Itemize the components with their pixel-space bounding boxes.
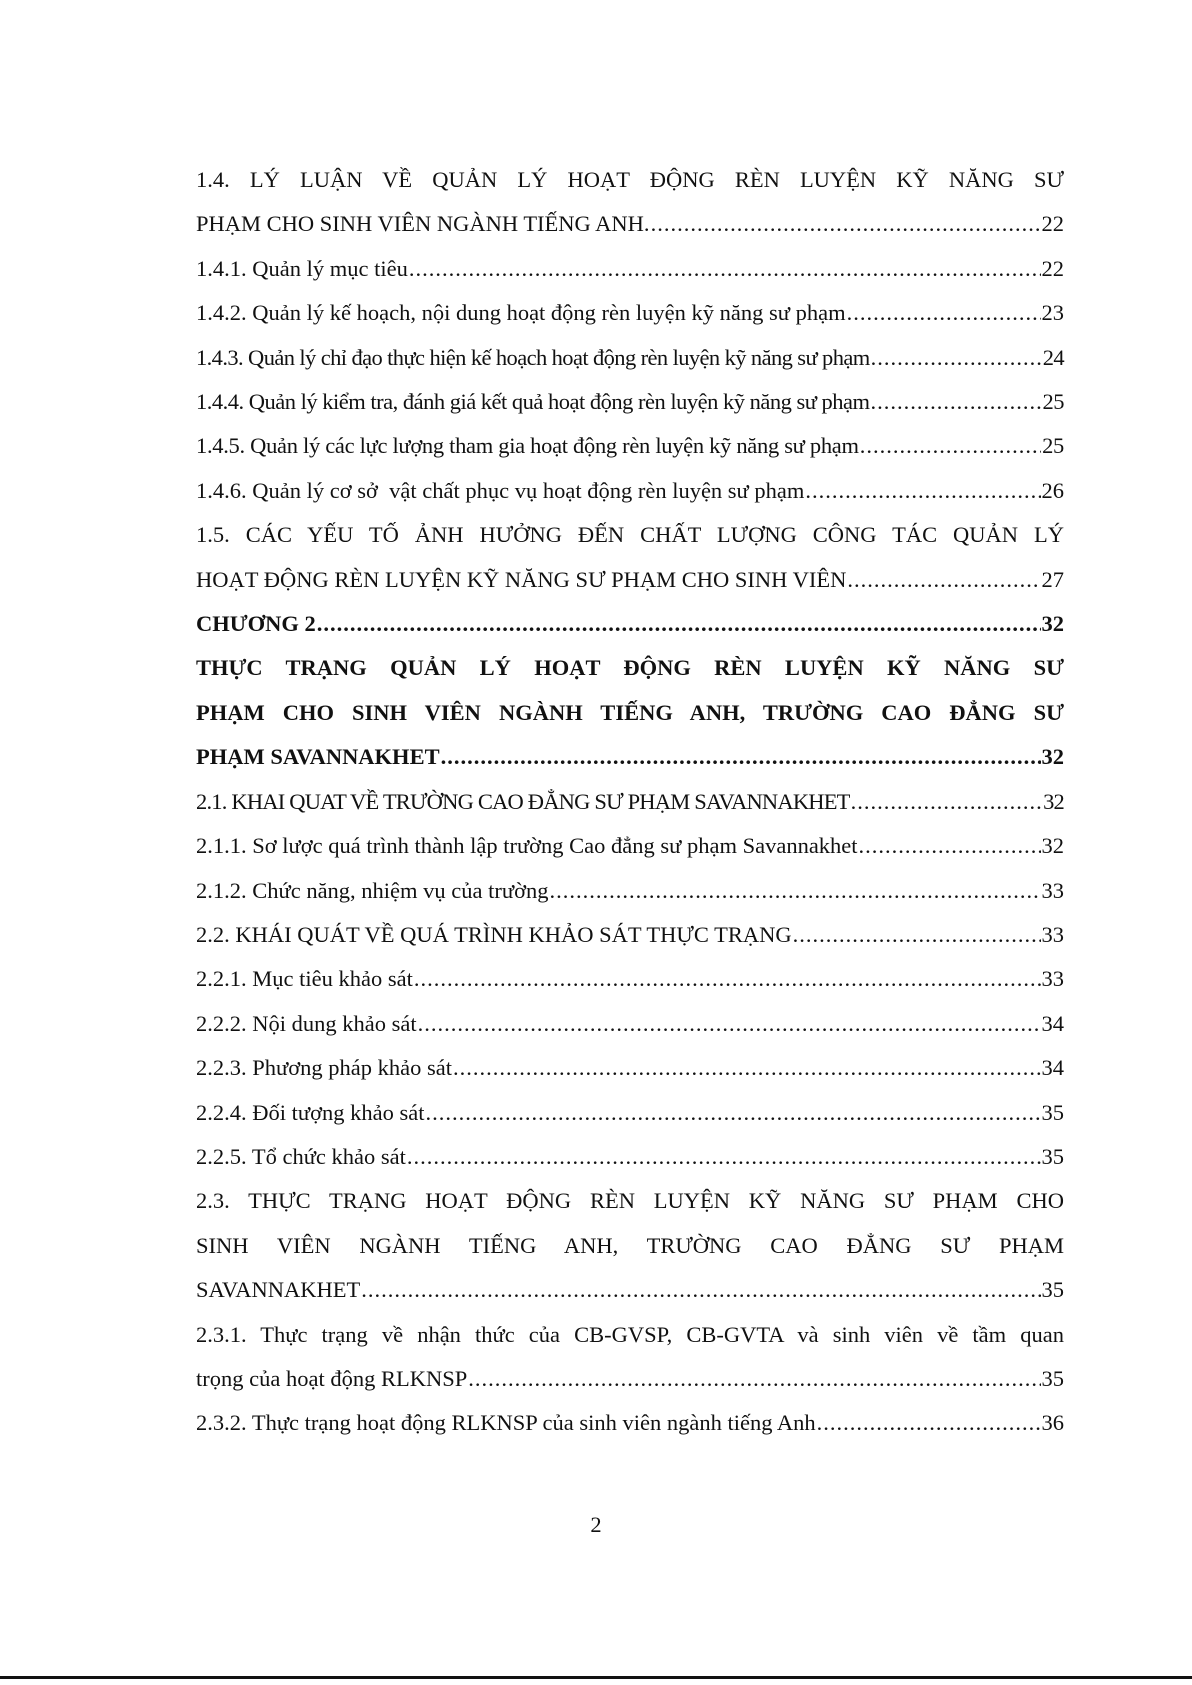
toc-entry xyxy=(196,291,1064,335)
toc-page-number: 35 xyxy=(1041,1099,1064,1125)
toc-page-number: 24 xyxy=(1042,344,1064,370)
toc-leader-dots xyxy=(817,1401,1041,1445)
toc-leader-dots xyxy=(414,957,1041,1001)
toc-entry-text-line2: SINH VIÊN NGÀNH TIẾNG ANH, TRƯỜNG CAO ĐẲNG SƯ PHẠM xyxy=(196,1232,1064,1258)
toc-entry-text-cont: PHẠM SAVANNAKHET xyxy=(196,744,440,770)
page-number: 2 xyxy=(590,1512,602,1537)
toc-entry-text: 1.4.1. Quản lý mục tiêu xyxy=(196,255,408,281)
toc-leader-dots xyxy=(317,602,1041,646)
toc-page-number: 25 xyxy=(1042,433,1064,459)
toc-entry-text-line2: PHẠM CHO SINH VIÊN NGÀNH TIẾNG ANH, TRƯỜNG CAO ĐẲNG SƯ xyxy=(196,699,1064,725)
toc-entry xyxy=(196,1401,1064,1445)
toc-page-number: 35 xyxy=(1041,1143,1064,1169)
toc-entry-text: 1.5. CÁC YẾU TỐ ẢNH HƯỞNG ĐẾN CHẤT LƯỢNG CÔNG TÁC QUẢN LÝ xyxy=(196,522,1064,548)
toc-entry xyxy=(196,957,1064,1001)
toc-entry xyxy=(196,913,1064,957)
toc-entry xyxy=(196,336,1064,380)
toc-entry xyxy=(196,1046,1064,1090)
bottom-edge-line xyxy=(0,1676,1192,1679)
toc-entry-text: 1.4.2. Quản lý kế hoạch, nội dung hoạt động rèn luyện kỹ năng sư phạm xyxy=(196,300,846,326)
toc-entry xyxy=(196,824,1064,868)
toc-leader-dots xyxy=(859,824,1041,868)
toc-page-number: 32 xyxy=(1043,788,1064,814)
toc-entry-text: 2.3.2. Thực trạng hoạt động RLKNSP của sinh viên ngành tiếng Anh xyxy=(196,1410,816,1436)
toc-leader-dots xyxy=(871,336,1042,380)
toc-entry xyxy=(196,424,1064,468)
toc-leader-dots xyxy=(793,913,1041,957)
toc-entry-text: 1.4.6. Quản lý cơ sở vật chất phục vụ hoạt động rèn luyện sư phạm xyxy=(196,477,805,503)
toc-page-number: 33 xyxy=(1041,877,1064,903)
toc-page-number: 33 xyxy=(1041,966,1064,992)
toc-entry-text: 2.1.1. Sơ lược quá trình thành lập trường Cao đẳng sư phạm Savannakhet xyxy=(196,833,858,859)
toc-entry xyxy=(196,1002,1064,1046)
toc-entry-chapter-title xyxy=(196,646,1064,779)
toc-entry-text-cont: HOẠT ĐỘNG RÈN LUYỆN KỸ NĂNG SƯ PHẠM CHO SINH VIÊN xyxy=(196,566,847,592)
toc-entry xyxy=(196,513,1064,602)
toc-page-number: 27 xyxy=(1041,566,1064,592)
toc-leader-dots xyxy=(651,202,1041,246)
toc-entry-text: 2.2. KHÁI QUÁT VỀ QUÁ TRÌNH KHẢO SÁT THỰC TRẠNG xyxy=(196,921,792,947)
toc-entry-text: CHƯƠNG 2 xyxy=(196,611,316,637)
toc-page-number: 36 xyxy=(1041,1410,1064,1436)
toc-leader-dots xyxy=(871,380,1042,424)
toc-leader-dots xyxy=(847,558,1040,602)
toc-leader-dots xyxy=(361,1268,1040,1312)
toc-page-number: 23 xyxy=(1041,300,1064,326)
toc-entry xyxy=(196,1091,1064,1135)
toc-page-number: 33 xyxy=(1041,921,1064,947)
toc-page-number: 32 xyxy=(1041,833,1064,859)
toc-leader-dots xyxy=(805,469,1040,513)
toc-leader-dots xyxy=(851,780,1042,824)
toc-page-number: 22 xyxy=(1041,211,1064,237)
toc-page-number: 26 xyxy=(1041,477,1064,503)
toc-page-number: 32 xyxy=(1041,744,1064,770)
toc-entry xyxy=(196,158,1064,247)
toc-entry xyxy=(196,1179,1064,1312)
toc-entry xyxy=(196,780,1064,824)
toc-entry-text: 2.2.1. Mục tiêu khảo sát xyxy=(196,966,413,992)
toc-entry xyxy=(196,1313,1064,1402)
toc-leader-dots xyxy=(407,1135,1041,1179)
toc-leader-dots xyxy=(418,1002,1041,1046)
toc-entry-text: THỰC TRẠNG QUẢN LÝ HOẠT ĐỘNG RÈN LUYỆN KỸ NĂNG SƯ xyxy=(196,655,1064,681)
toc-entry-text-cont: PHẠM CHO SINH VIÊN NGÀNH TIẾNG ANH. xyxy=(196,211,650,237)
table-of-contents xyxy=(196,158,1064,1446)
toc-entry-text: 2.2.3. Phương pháp khảo sát xyxy=(196,1055,452,1081)
toc-leader-dots xyxy=(847,291,1041,335)
toc-leader-dots xyxy=(468,1357,1040,1401)
toc-entry-text: 1.4.5. Quản lý các lực lượng tham gia hoạt động rèn luyện kỹ năng sư phạm xyxy=(196,433,859,459)
toc-leader-dots xyxy=(860,424,1041,468)
toc-entry-text: 2.2.2. Nội dung khảo sát xyxy=(196,1010,417,1036)
toc-page-number: 25 xyxy=(1042,389,1064,415)
toc-entry-text-cont: SAVANNAKHET xyxy=(196,1277,361,1303)
toc-leader-dots xyxy=(425,1091,1040,1135)
toc-entry xyxy=(196,380,1064,424)
toc-entry-text: 1.4. LÝ LUẬN VỀ QUẢN LÝ HOẠT ĐỘNG RÈN LUYỆN KỸ NĂNG SƯ xyxy=(196,167,1064,192)
toc-entry-text: 2.3. THỰC TRẠNG HOẠT ĐỘNG RÈN LUYỆN KỸ NĂNG SƯ PHẠM CHO xyxy=(196,1188,1064,1214)
toc-page-number: 35 xyxy=(1041,1277,1064,1303)
toc-leader-dots xyxy=(549,869,1040,913)
toc-leader-dots xyxy=(453,1046,1041,1090)
toc-page-number: 32 xyxy=(1041,611,1064,637)
toc-entry xyxy=(196,469,1064,513)
toc-entry-text: 1.4.3. Quản lý chỉ đạo thực hiện kế hoạch hoạt động rèn luyện kỹ năng sư phạm xyxy=(196,344,870,370)
toc-leader-dots xyxy=(409,247,1041,291)
toc-entry xyxy=(196,869,1064,913)
toc-page-number: 34 xyxy=(1041,1010,1064,1036)
toc-entry-text: 2.2.5. Tổ chức khảo sát xyxy=(196,1143,406,1169)
toc-entry-text: 2.2.4. Đối tượng khảo sát xyxy=(196,1099,425,1125)
toc-entry-text-cont: trọng của hoạt động RLKNSP xyxy=(196,1365,468,1391)
toc-leader-dots xyxy=(441,735,1041,779)
toc-entry-text: 2.1.2. Chức năng, nhiệm vụ của trường xyxy=(196,877,549,903)
toc-entry-chapter xyxy=(196,602,1064,646)
toc-entry-text: 2.3.1. Thực trạng về nhận thức của CB-GVSP, CB-GVTA và sinh viên về tầm quan xyxy=(196,1321,1064,1347)
toc-entry xyxy=(196,247,1064,291)
toc-entry-text: 1.4.4. Quản lý kiểm tra, đánh giá kết quả hoạt động rèn luyện kỹ năng sư phạm xyxy=(196,389,870,415)
toc-page-number: 34 xyxy=(1041,1055,1064,1081)
toc-page-number: 35 xyxy=(1041,1365,1064,1391)
toc-page-number: 22 xyxy=(1041,255,1064,281)
toc-entry-text: 2.1. KHAI QUAT VỀ TRƯỜNG CAO ĐẲNG SƯ PHẠM SAVANNAKHET xyxy=(196,788,850,814)
toc-entry xyxy=(196,1135,1064,1179)
